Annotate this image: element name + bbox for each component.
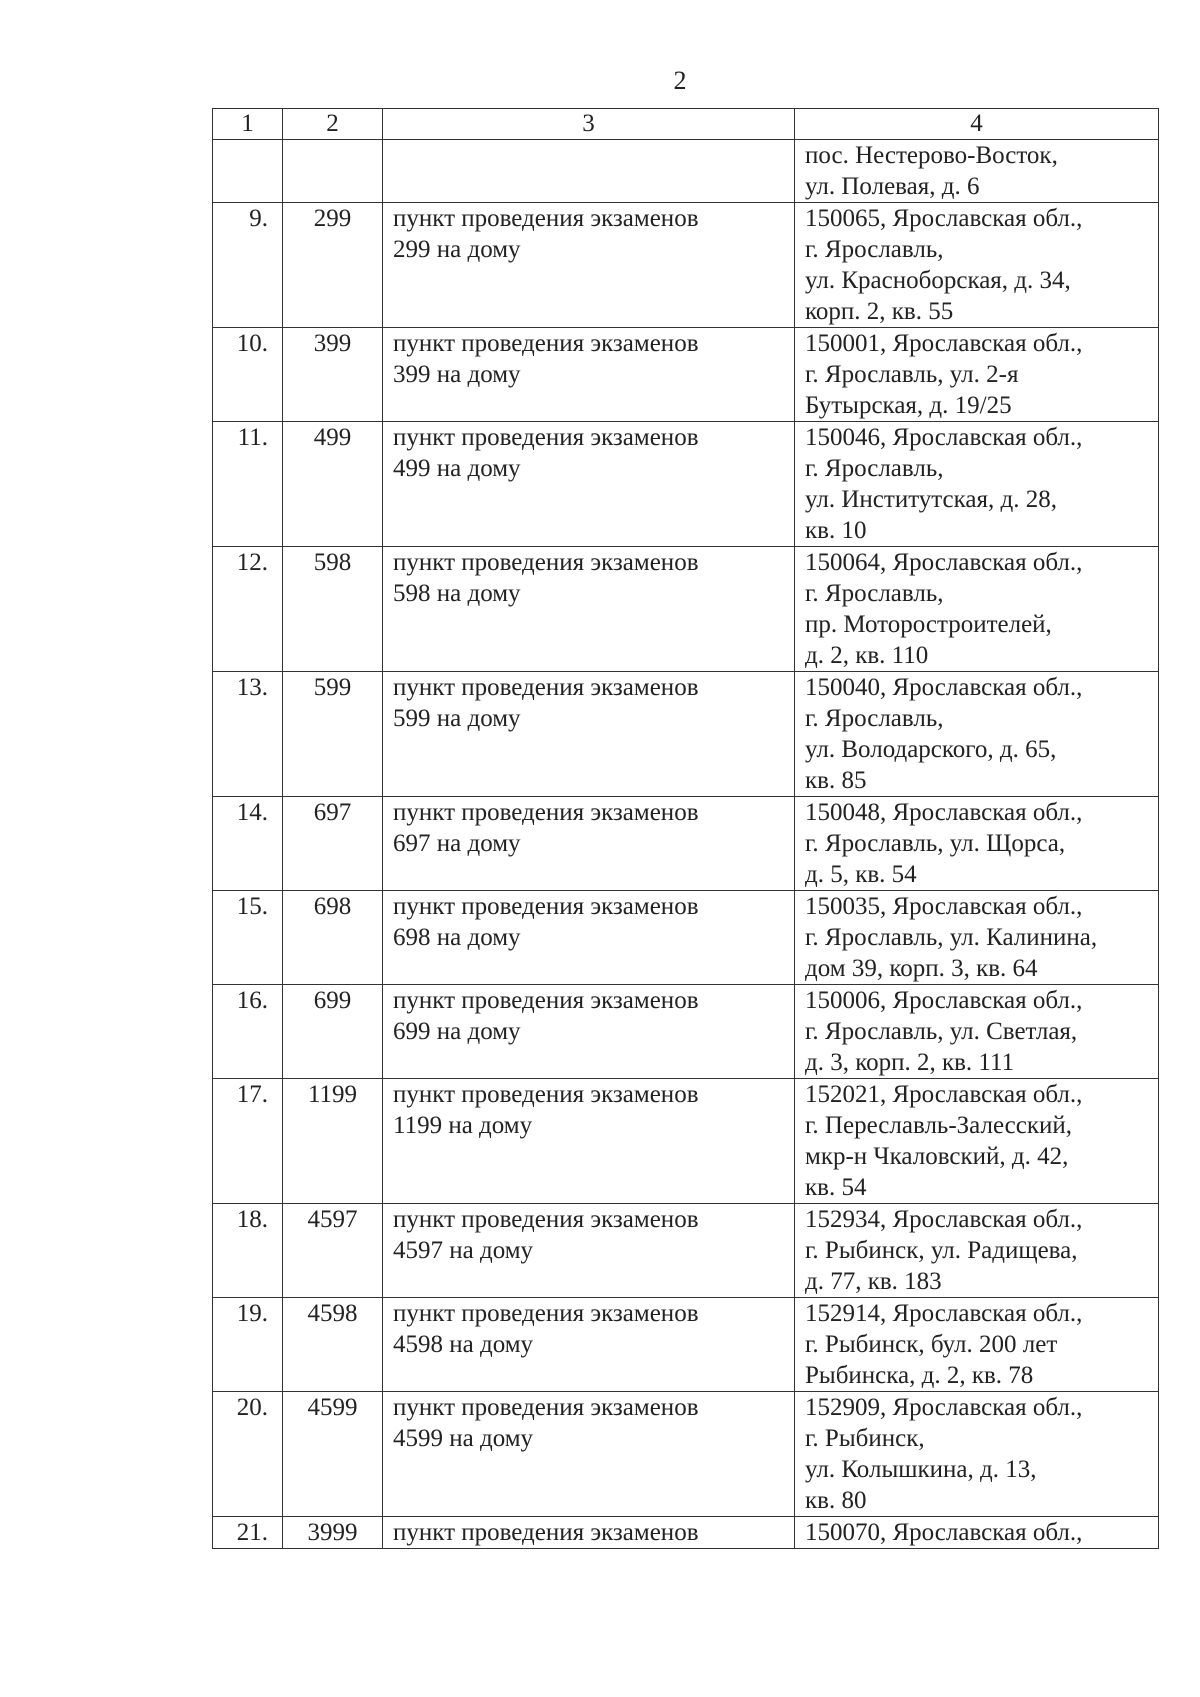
address-line: 150040, Ярославская обл., <box>805 674 1083 701</box>
row-number: 16. <box>213 985 283 1079</box>
address-line: г. Ярославль, <box>805 455 944 482</box>
ppe-name-line: пункт проведения экзаменов <box>393 424 699 451</box>
ppe-name-line: 4599 на дому <box>393 1425 534 1452</box>
ppe-name-line: 399 на дому <box>393 361 521 388</box>
ppe-code <box>283 140 383 203</box>
ppe-name-line: пункт проведения экзаменов <box>393 674 699 701</box>
table-row <box>213 422 1159 547</box>
column-header: 4 <box>795 109 1159 140</box>
address-line: г. Рыбинск, ул. Радищева, <box>805 1237 1078 1264</box>
ppe-name-line: пункт проведения экзаменов <box>393 549 699 576</box>
ppe-name-line: 699 на дому <box>393 1018 521 1045</box>
address-line: 150046, Ярославская обл., <box>805 424 1083 451</box>
address-line: ул. Красноборская, д. 34, <box>805 267 1071 294</box>
address-line: 150064, Ярославская обл., <box>805 549 1083 576</box>
table-row <box>213 891 1159 985</box>
column-header: 2 <box>283 109 383 140</box>
ppe-name-line: пункт проведения экзаменов <box>393 1081 699 1108</box>
ppe-code: 599 <box>283 672 383 797</box>
address-line: Рыбинска, д. 2, кв. 78 <box>805 1362 1034 1389</box>
address-line: г. Ярославль, <box>805 705 944 732</box>
ppe-name <box>383 203 795 328</box>
ppe-code: 698 <box>283 891 383 985</box>
address-line: Бутырская, д. 19/25 <box>805 392 1012 419</box>
address-line: 152021, Ярославская обл., <box>805 1081 1083 1108</box>
ppe-code: 299 <box>283 203 383 328</box>
row-number: 9. <box>213 203 283 328</box>
ppe-name-line: 698 на дому <box>393 924 521 951</box>
address-line: 150006, Ярославская обл., <box>805 987 1083 1014</box>
ppe-address <box>795 328 1159 422</box>
address-line: г. Ярославль, <box>805 580 944 607</box>
address-line: г. Ярославль, ул. 2-я <box>805 361 1019 388</box>
ppe-name-line: 697 на дому <box>393 830 521 857</box>
row-number: 20. <box>213 1392 283 1517</box>
table-row <box>213 328 1159 422</box>
address-line: 152914, Ярославская обл., <box>805 1300 1083 1327</box>
ppe-address <box>795 891 1159 985</box>
address-line: 150070, Ярославская обл., <box>805 1519 1083 1546</box>
ppe-code: 499 <box>283 422 383 547</box>
ppe-code: 697 <box>283 797 383 891</box>
address-line: пр. Моторостроителей, <box>805 611 1052 638</box>
row-number: 14. <box>213 797 283 891</box>
ppe-name <box>383 1517 795 1549</box>
address-line: кв. 10 <box>805 517 867 544</box>
ppe-name-line: 599 на дому <box>393 705 521 732</box>
address-line: ул. Институтская, д. 28, <box>805 486 1057 513</box>
address-line: пос. Нестерово-Восток, <box>805 142 1058 169</box>
ppe-name <box>383 891 795 985</box>
row-number: 21. <box>213 1517 283 1549</box>
table-row <box>213 1392 1159 1517</box>
ppe-name-line: 299 на дому <box>393 236 521 263</box>
ppe-name <box>383 547 795 672</box>
ppe-address <box>795 1079 1159 1204</box>
table-row <box>213 140 1159 203</box>
table-row <box>213 547 1159 672</box>
table-row <box>213 797 1159 891</box>
ppe-name-line: пункт проведения экзаменов <box>393 330 699 357</box>
table-row <box>213 985 1159 1079</box>
exam-points-table <box>212 108 1159 1549</box>
ppe-address <box>795 140 1159 203</box>
ppe-name-line: 4598 на дому <box>393 1331 534 1358</box>
table-row <box>213 672 1159 797</box>
ppe-address <box>795 1204 1159 1298</box>
address-line: корп. 2, кв. 55 <box>805 298 954 325</box>
address-line: 150035, Ярославская обл., <box>805 893 1083 920</box>
table-row <box>213 203 1159 328</box>
address-line: 152909, Ярославская обл., <box>805 1394 1083 1421</box>
address-line: г. Ярославль, <box>805 236 944 263</box>
address-line: мкр-н Чкаловский, д. 42, <box>805 1143 1069 1170</box>
ppe-name <box>383 1392 795 1517</box>
address-line: кв. 85 <box>805 767 867 794</box>
ppe-address <box>795 422 1159 547</box>
ppe-address <box>795 1298 1159 1392</box>
address-line: г. Переславль-Залесский, <box>805 1112 1073 1139</box>
address-line: г. Ярославль, ул. Калинина, <box>805 924 1098 951</box>
ppe-address <box>795 985 1159 1079</box>
ppe-code: 4598 <box>283 1298 383 1392</box>
ppe-name <box>383 422 795 547</box>
table-header-row <box>213 109 1159 140</box>
ppe-name-line: пункт проведения экзаменов <box>393 205 699 232</box>
table-row <box>213 1298 1159 1392</box>
ppe-name <box>383 985 795 1079</box>
ppe-name-line: пункт проведения экзаменов <box>393 1519 699 1546</box>
row-number: 19. <box>213 1298 283 1392</box>
address-line: д. 3, корп. 2, кв. 111 <box>805 1049 1015 1076</box>
ppe-name-line: 1199 на дому <box>393 1112 533 1139</box>
address-line: кв. 54 <box>805 1174 867 1201</box>
ppe-code: 1199 <box>283 1079 383 1204</box>
ppe-address <box>795 1392 1159 1517</box>
row-number: 18. <box>213 1204 283 1298</box>
ppe-name-line: 4597 на дому <box>393 1237 534 1264</box>
column-header: 3 <box>383 109 795 140</box>
ppe-name <box>383 140 795 203</box>
ppe-code: 699 <box>283 985 383 1079</box>
ppe-name-line: пункт проведения экзаменов <box>393 1206 699 1233</box>
ppe-name <box>383 1298 795 1392</box>
ppe-address <box>795 797 1159 891</box>
row-number: 11. <box>213 422 283 547</box>
ppe-address <box>795 203 1159 328</box>
ppe-address <box>795 672 1159 797</box>
address-line: ул. Колышкина, д. 13, <box>805 1456 1037 1483</box>
row-number: 12. <box>213 547 283 672</box>
ppe-name <box>383 1079 795 1204</box>
address-line: 150048, Ярославская обл., <box>805 799 1083 826</box>
ppe-name-line: пункт проведения экзаменов <box>393 987 699 1014</box>
ppe-name <box>383 672 795 797</box>
address-line: г. Ярославль, ул. Светлая, <box>805 1018 1078 1045</box>
address-line: 152934, Ярославская обл., <box>805 1206 1083 1233</box>
address-line: г. Ярославль, ул. Щорса, <box>805 830 1066 857</box>
address-line: 150001, Ярославская обл., <box>805 330 1083 357</box>
ppe-address <box>795 1517 1159 1549</box>
row-number: 15. <box>213 891 283 985</box>
column-header: 1 <box>213 109 283 140</box>
table-row <box>213 1079 1159 1204</box>
address-line: д. 5, кв. 54 <box>805 861 917 888</box>
page-number: 2 <box>673 66 687 95</box>
ppe-name <box>383 797 795 891</box>
address-line: д. 2, кв. 110 <box>805 642 929 669</box>
row-number: 17. <box>213 1079 283 1204</box>
address-line: г. Рыбинск, бул. 200 лет <box>805 1331 1058 1358</box>
ppe-name-line: 499 на дому <box>393 455 521 482</box>
ppe-name <box>383 328 795 422</box>
ppe-name-line: пункт проведения экзаменов <box>393 799 699 826</box>
ppe-code: 598 <box>283 547 383 672</box>
address-line: кв. 80 <box>805 1487 867 1514</box>
ppe-name-line: пункт проведения экзаменов <box>393 1394 699 1421</box>
address-line: ул. Володарского, д. 65, <box>805 736 1057 763</box>
address-line: дом 39, корп. 3, кв. 64 <box>805 955 1038 982</box>
ppe-code: 4599 <box>283 1392 383 1517</box>
address-line: ул. Полевая, д. 6 <box>805 173 980 200</box>
row-number <box>213 140 283 203</box>
ppe-code: 399 <box>283 328 383 422</box>
address-line: 150065, Ярославская обл., <box>805 205 1083 232</box>
address-line: г. Рыбинск, <box>805 1425 925 1452</box>
ppe-name-line: 598 на дому <box>393 580 521 607</box>
table-row <box>213 1517 1159 1549</box>
ppe-name <box>383 1204 795 1298</box>
table-row <box>213 1204 1159 1298</box>
row-number: 13. <box>213 672 283 797</box>
ppe-code: 4597 <box>283 1204 383 1298</box>
ppe-name-line: пункт проведения экзаменов <box>393 893 699 920</box>
row-number: 10. <box>213 328 283 422</box>
ppe-code: 3999 <box>283 1517 383 1549</box>
address-line: д. 77, кв. 183 <box>805 1268 942 1295</box>
ppe-address <box>795 547 1159 672</box>
ppe-name-line: пункт проведения экзаменов <box>393 1300 699 1327</box>
